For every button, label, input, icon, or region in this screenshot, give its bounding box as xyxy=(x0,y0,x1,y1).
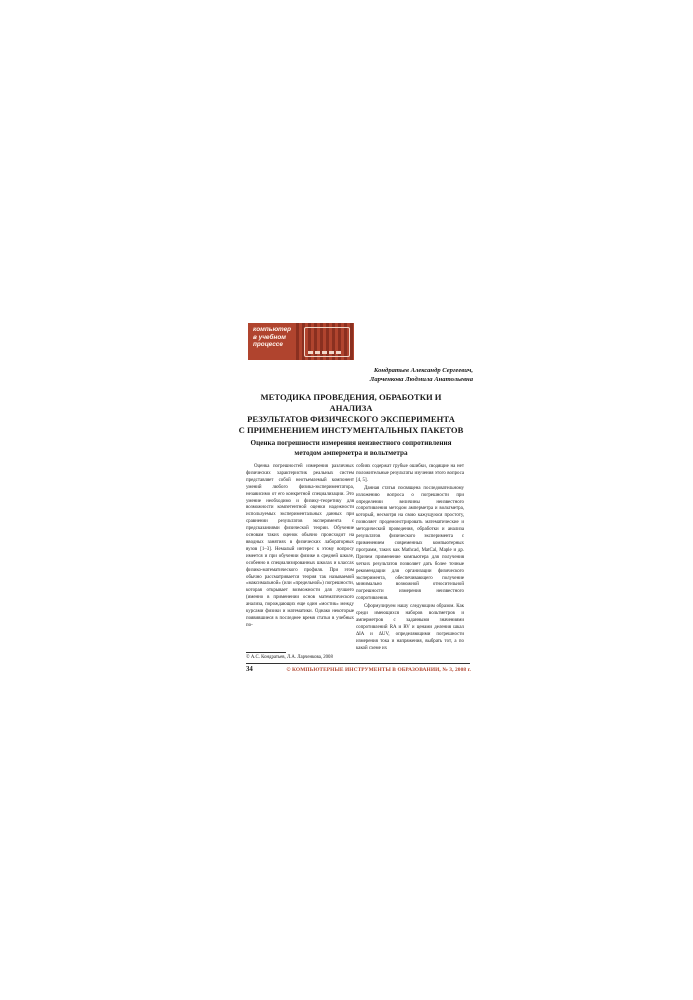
author-2: Ларченкова Людмила Анатольевна xyxy=(369,376,473,383)
body-column-left xyxy=(246,464,354,630)
article-title xyxy=(238,392,464,436)
title-line-3: С ПРИМЕНЕНИЕМ ИНСТУМЕНТАЛЬНЫХ ПАКЕТОВ xyxy=(238,425,464,435)
logo-line-2: в учебном xyxy=(253,333,286,341)
body-column-right xyxy=(356,464,464,652)
paragraph: Оценка погрешностей измерения различных физических характеристик реальных систем представляет собой неотъемлемый компонент умений любого физика-экспериментатора, независимо от его конкретной специализации. Это умение необходимо и физику-теоретику для возможности компетентной оценки надежности используемых экспериментальных данных при сравнении результатов эксперимента с предсказаниями физической теории. Обучение основам таких оценок обычно происходит на вводных занятиях в физических лабораторных вузов [1–3]. Немалый интерес к этому вопросу имеется и при обучении физике в средней школе, особенно в специализированных школах и классах физико-математического профиля. При этом обычно рассматривается теория так называемой «максимальной» (или «предельной») погрешности, которая открывает возможности для лучшего (именно в применении основ математического анализа, порождающих еще один «мостик» между курсами физики и математики. Однако некоторые появившиеся в последнее время статьи в учебных по- xyxy=(246,464,354,628)
page-number: 34 xyxy=(246,666,253,673)
keyboard-icon xyxy=(308,351,341,354)
article-subtitle xyxy=(238,439,464,458)
paragraph: собиях содержат грубые ошибки, сводящие на нет положительные результаты изучения этого вопроса [4, 5]. xyxy=(356,464,464,483)
paragraph: Сформулируем нашу следующим образом. Как среди имеющихся наборов вольтметров и амперметров с заданными значениями сопротивлений RA и RV и ценами деления шкал ΔIA и ΔUV, определяющими погрешности измерения тока и напряжения, выбрать тот, а по какой схеме их xyxy=(356,604,464,651)
author-1: Кондратьев Александр Сергеевич, xyxy=(373,367,473,374)
rubric-logo xyxy=(248,323,354,360)
author-list xyxy=(370,366,473,384)
footnote-divider xyxy=(246,652,286,653)
footer-divider xyxy=(246,663,470,664)
paragraph: Данная статья посвящена последовательному изложению вопроса о погрешности при определении величины неизвестного сопротивления методом амперметра и вольтметра, который, несмотря на свою кажущуюся простоту, позволяет продемонстрировать математические и методический проведения, обработки и анализа результатов физического эксперимента с применением современных компьютерных программ, таких как Mathcad, MatCal, Maple и др. Причем применение компьютера для получения четких результатов позволяет дать более точные рекомендации для организации физического эксперимента, обеспечивающего получение минимально возможной относительной погрешности измерения неизвестного сопротивления. xyxy=(356,485,464,602)
title-line-1: МЕТОДИКА ПРОВЕДЕНИЯ, ОБРАБОТКИ И АНАЛИЗА xyxy=(260,392,442,413)
copyright-note: © А.С. Кондратьев, Л.А. Ларченкова, 2008 xyxy=(246,655,333,660)
journal-name: © КОМПЬЮТЕРНЫЕ ИНСТРУМЕНТЫ В ОБРАЗОВАНИИ, № 3, 2008 г. xyxy=(286,667,471,673)
title-line-2: РЕЗУЛЬТАТОВ ФИЗИЧЕСКОГО ЭКСПЕРИМЕНТА xyxy=(247,414,455,424)
subtitle-line-1: Оценка погрешности измерения неизвестного сопротивления xyxy=(250,439,452,447)
logo-line-3: процессе xyxy=(253,341,283,349)
logo-line-1: компьютер xyxy=(253,326,292,333)
subtitle-line-2: методом амперметра и вольтметра xyxy=(294,448,408,457)
logo-text xyxy=(253,326,313,349)
